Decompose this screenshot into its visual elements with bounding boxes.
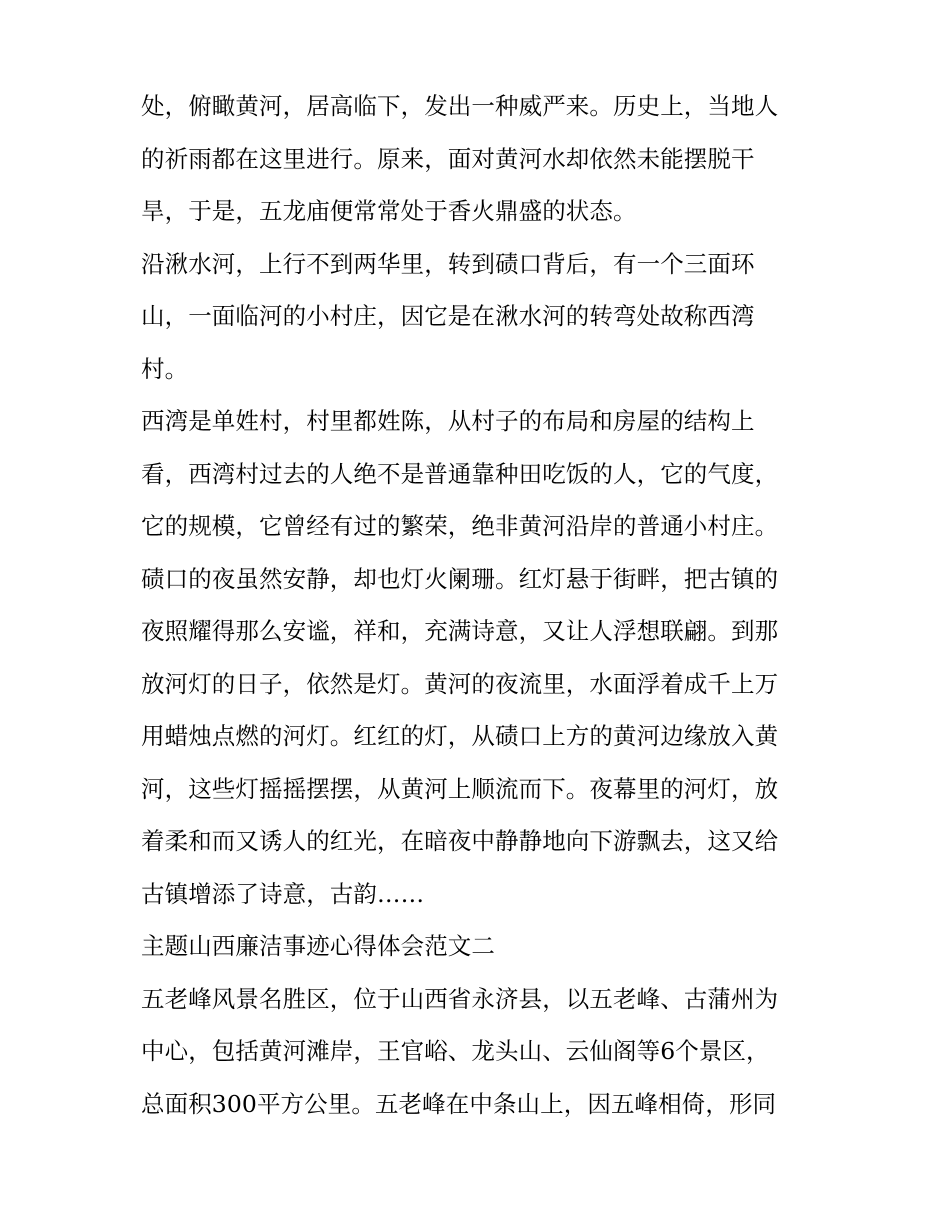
text-line-16: 古镇增添了诗意，古韵…… [141, 879, 425, 908]
text-line-1: 处，俯瞰黄河，居高临下，发出一种威严来。历史上，当地人 [141, 92, 779, 120]
text-line-14: 河，这些灯摇摇摆摆，从黄河上顺流而下。夜幕里的河灯，放 [141, 774, 779, 803]
text-line-3: 旱，于是，五龙庙便常常处于香火鼎盛的状态。 [141, 197, 637, 225]
text-line-15: 着柔和而又诱人的红光，在暗夜中静静地向下游飘去，这又给 [141, 827, 779, 855]
text-line-7: 西湾是单姓村，村里都姓陈，从村子的布局和房屋的结构上 [141, 407, 755, 435]
text-line-12: 放河灯的日子，依然是灯。黄河的夜流里，水面浮着成千上万 [141, 669, 779, 698]
text-line-18: 五老峰风景名胜区，位于山西省永济县，以五老峰、古蒲州为 [141, 984, 779, 1013]
text-line-5: 山，一面临河的小村庄，因它是在湫水河的转弯处故称西湾 [141, 302, 755, 330]
text-line-13: 用蜡烛点燃的河灯。红红的灯，从碛口上方的黄河边缘放入黄 [141, 722, 779, 750]
text-line-11: 夜照耀得那么安谧，祥和，充满诗意，又让人浮想联翩。到那 [141, 617, 779, 645]
text-line-4: 沿湫水河，上行不到两华里，转到碛口背后，有一个三面环 [141, 249, 755, 278]
text-line-20: 总面积300平方公里。五老峰在中条山上，因五峰相倚，形同 [141, 1089, 777, 1118]
text-line-19: 中心，包括黄河滩岸，王官峪、龙头山、云仙阁等6个景区， [141, 1037, 770, 1065]
document-body [141, 80, 821, 1130]
text-line-2: 的祈雨都在这里进行。原来，面对黄河水却依然未能摆脱干 [141, 144, 755, 173]
text-line-6: 村。 [141, 354, 189, 383]
text-line-9: 它的规模，它曾经有过的繁荣，绝非黄河沿岸的普通小村庄。 [141, 512, 779, 540]
section-heading: 主题山西廉洁事迹心得体会范文二 [141, 932, 495, 960]
text-line-10: 碛口的夜虽然安静，却也灯火阑珊。红灯悬于街畔，把古镇的 [141, 564, 779, 593]
text-line-8: 看，西湾村过去的人绝不是普通靠种田吃饭的人，它的气度， [141, 459, 779, 488]
